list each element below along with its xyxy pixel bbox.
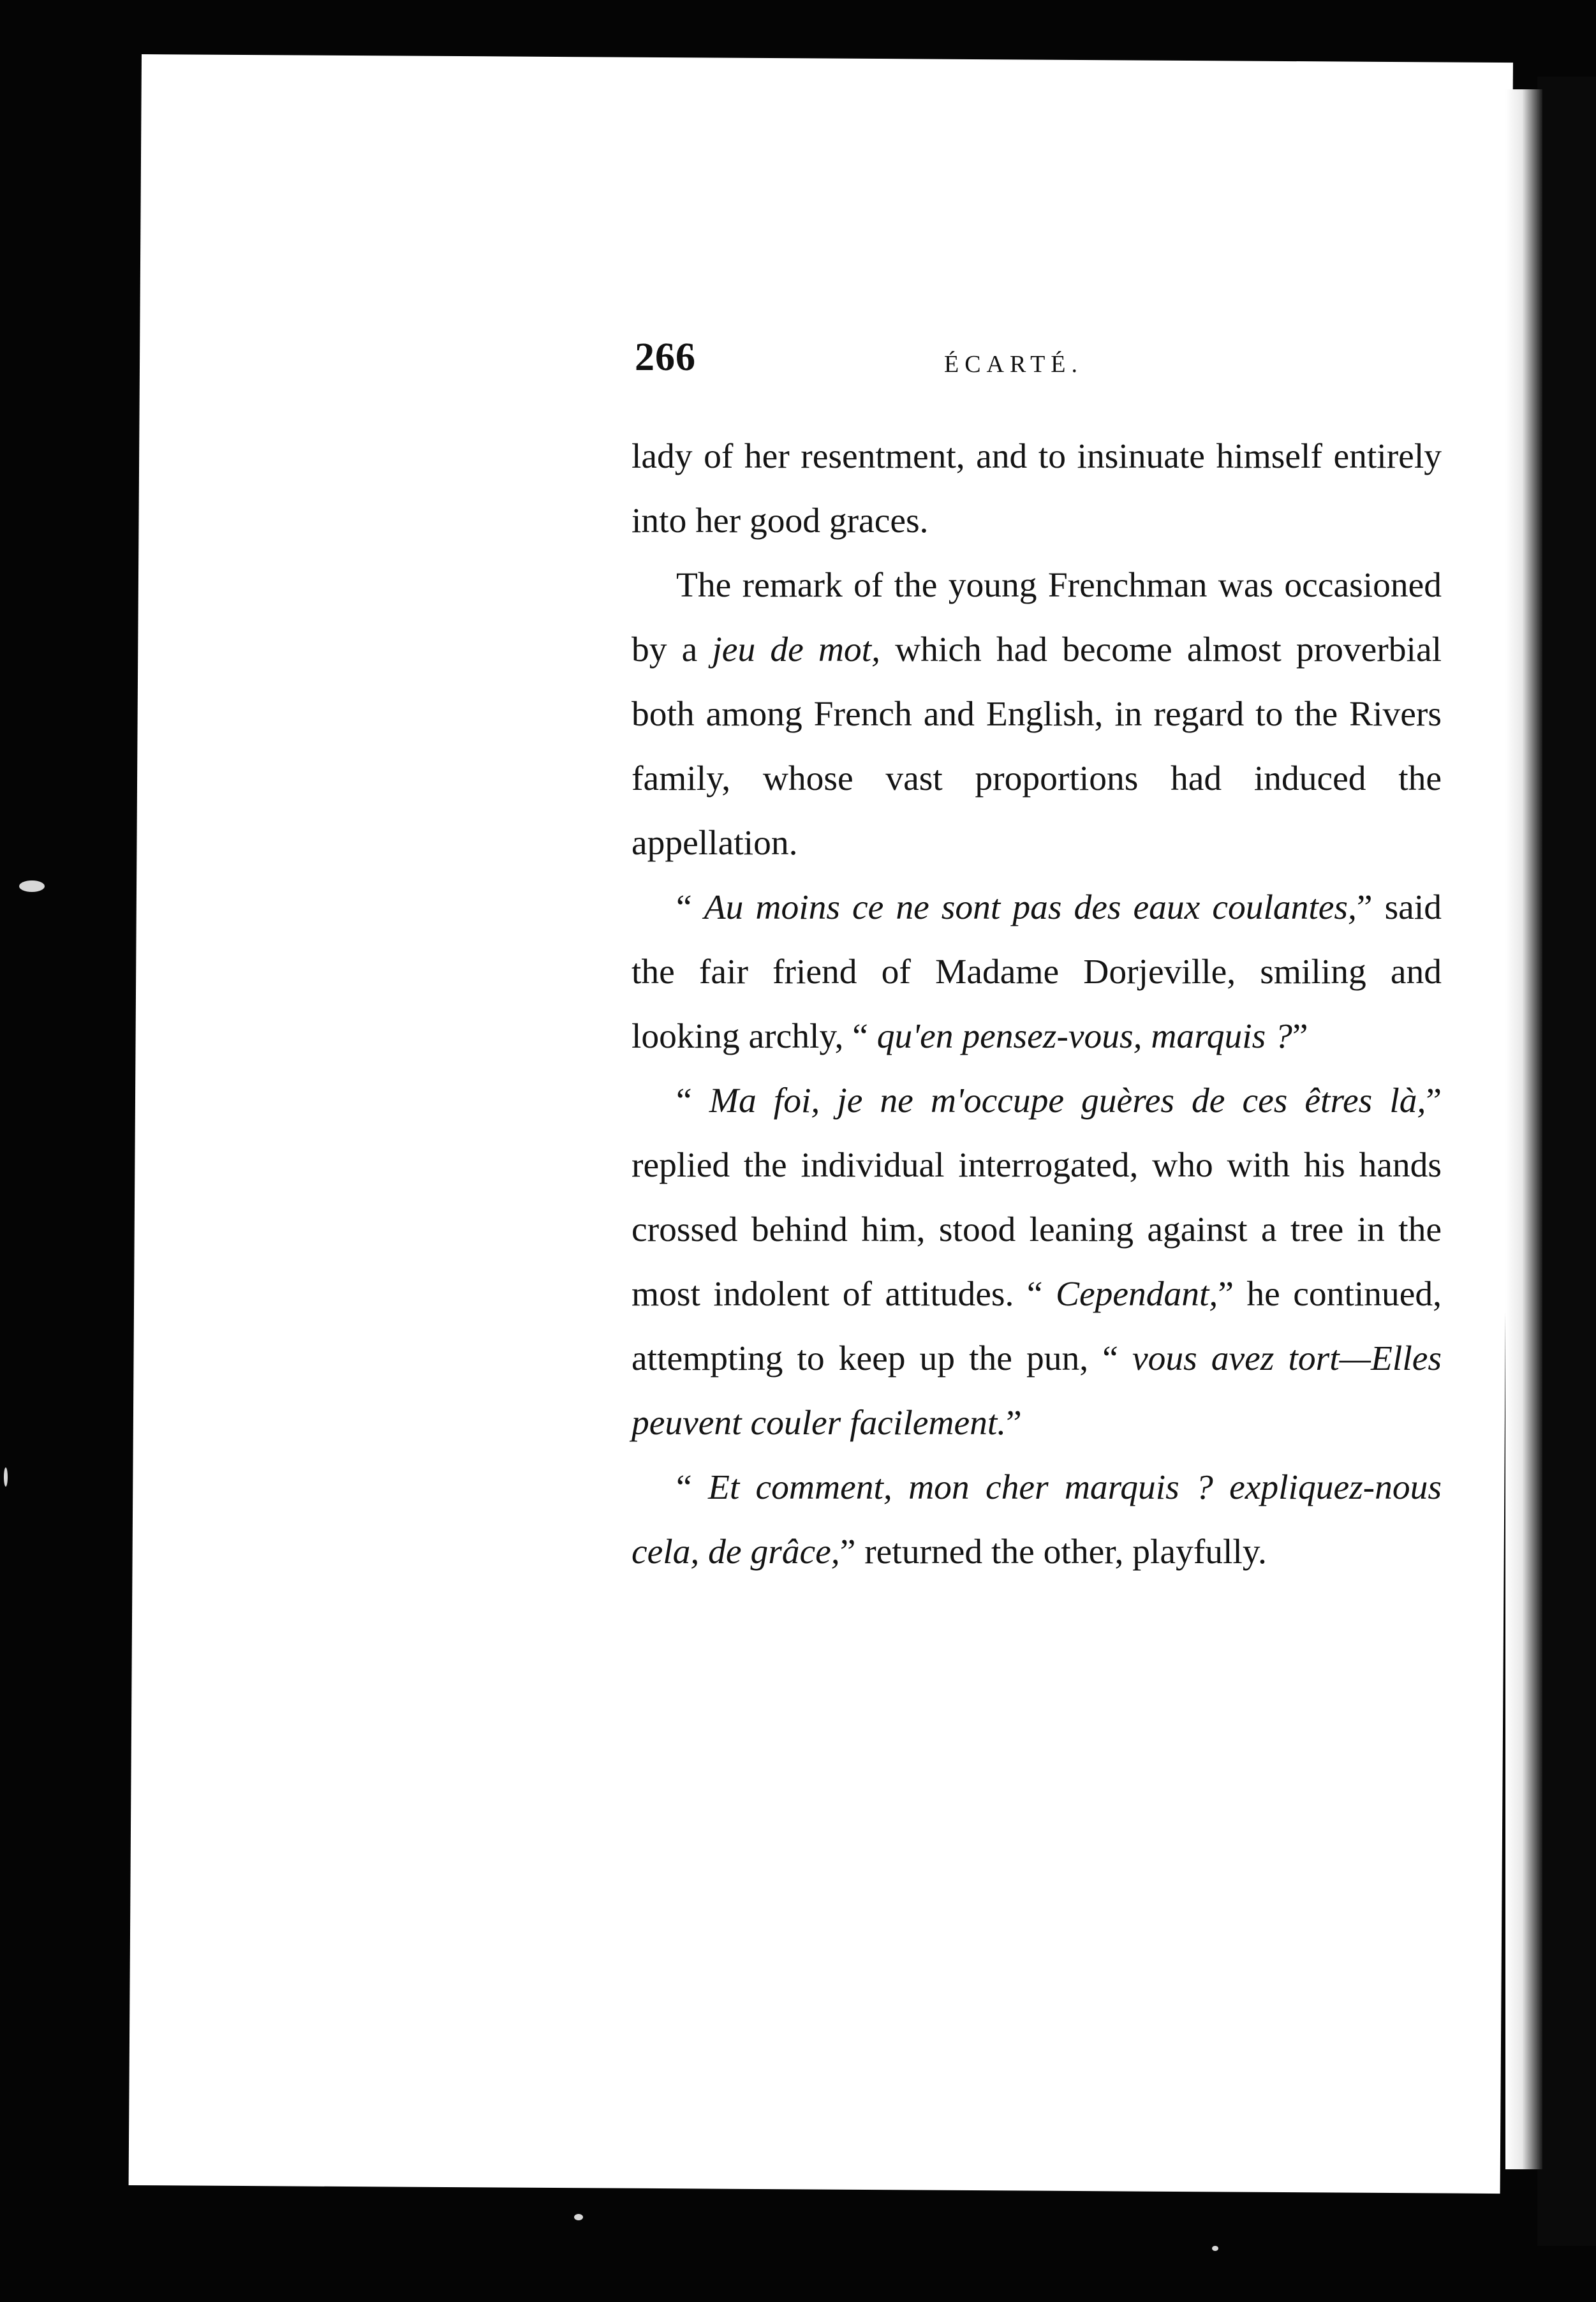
italic-phrase: Au moins ce ne sont pas des eaux coulantes, [704, 888, 1357, 927]
italic-phrase: Ma foi, je ne m'occupe guères de ces êtres là, [709, 1081, 1426, 1120]
paragraph [632, 424, 1442, 553]
italic-phrase: Cependant, [1055, 1275, 1218, 1314]
page-number: 266 [635, 336, 696, 379]
text-run: which had become almost proverbial both among French and English, in regard to the Rivers family, whose vast proportions had induced the appellation. [632, 630, 1442, 863]
paragraph [632, 875, 1442, 1069]
italic-phrase: jeu de mot, [712, 630, 880, 669]
paragraph [632, 1455, 1442, 1584]
dust-speck [574, 2214, 583, 2220]
paragraph [632, 1069, 1442, 1455]
running-head [635, 335, 1438, 386]
text-run: lady of her resentment, and to insinuate himself entirely into her good graces. [632, 437, 1442, 540]
text-run: ” [1006, 1404, 1022, 1443]
paragraph [632, 553, 1442, 875]
text-run: ” replied the individual interrogated, who with his hands crossed behind him, stood leaning against a tree in the most indolent of attitudes. “ [632, 1081, 1442, 1314]
text-run: The remark of the young Frenchman was occasioned by a [632, 566, 1442, 669]
book-spine-shadow [1537, 77, 1596, 2246]
page-edge [1505, 89, 1542, 2169]
text-run: ” he continued, attempting to keep up the pun, “ [632, 1275, 1442, 1378]
text-run: ” [1292, 1017, 1308, 1056]
dust-speck [19, 880, 45, 892]
text-run: “ [676, 888, 704, 927]
text-run: “ [676, 1081, 709, 1120]
text-run: “ [676, 1468, 708, 1507]
dust-speck [4, 1467, 8, 1487]
text-run: ” said the fair friend of Madame Dorjeville, smiling and looking archly, “ [632, 888, 1442, 1056]
text-run: ” returned the other, playfully. [839, 1533, 1267, 1571]
dust-speck [1212, 2246, 1218, 2251]
running-title: ÉCARTÉ. [944, 351, 1083, 378]
italic-phrase: qu'en pensez-vous, marquis ? [876, 1017, 1292, 1056]
italic-phrase: vous avez tort—Elles peuvent couler facilement. [632, 1339, 1442, 1443]
italic-phrase: Et comment, mon cher marquis ? expliquez-nous cela, de grâce, [632, 1468, 1442, 1571]
body-text [632, 424, 1442, 1584]
